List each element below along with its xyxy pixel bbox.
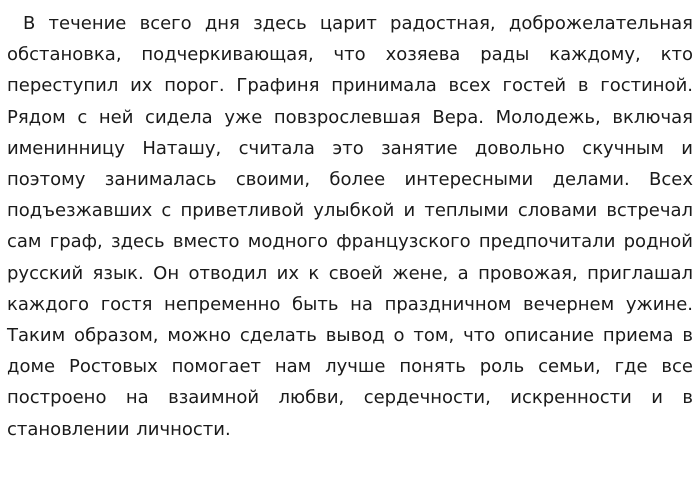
body-paragraph: В течение всего дня здесь царит радостная, доброжелательная обстановка, подчеркивающая, что хозяева рады каждому, кто переступил их порог. Графиня принимала всех гостей в гостиной. Рядом с ней сидела уже повзрослевшая Вера. Молодежь, включая именинницу Наташу, считала это занятие довольно скучным и поэтому занималась своими, более интересными делами. Всех подъезжавших с приветливой улыбкой и теплыми словами встречал сам граф, здесь вместо модного французского предпочитали родной русский язык. Он отводил их к своей жене, а провожая, приглашал каждого гостя непременно быть на праздничном вечернем ужине. Таким образом, можно сделать вывод о том, что описание приема в доме Ростовых помогает нам лучше понять роль семьи, где все построено на взаимной любви, сердечности, искренности и в становлении личности. [7,13,693,440]
